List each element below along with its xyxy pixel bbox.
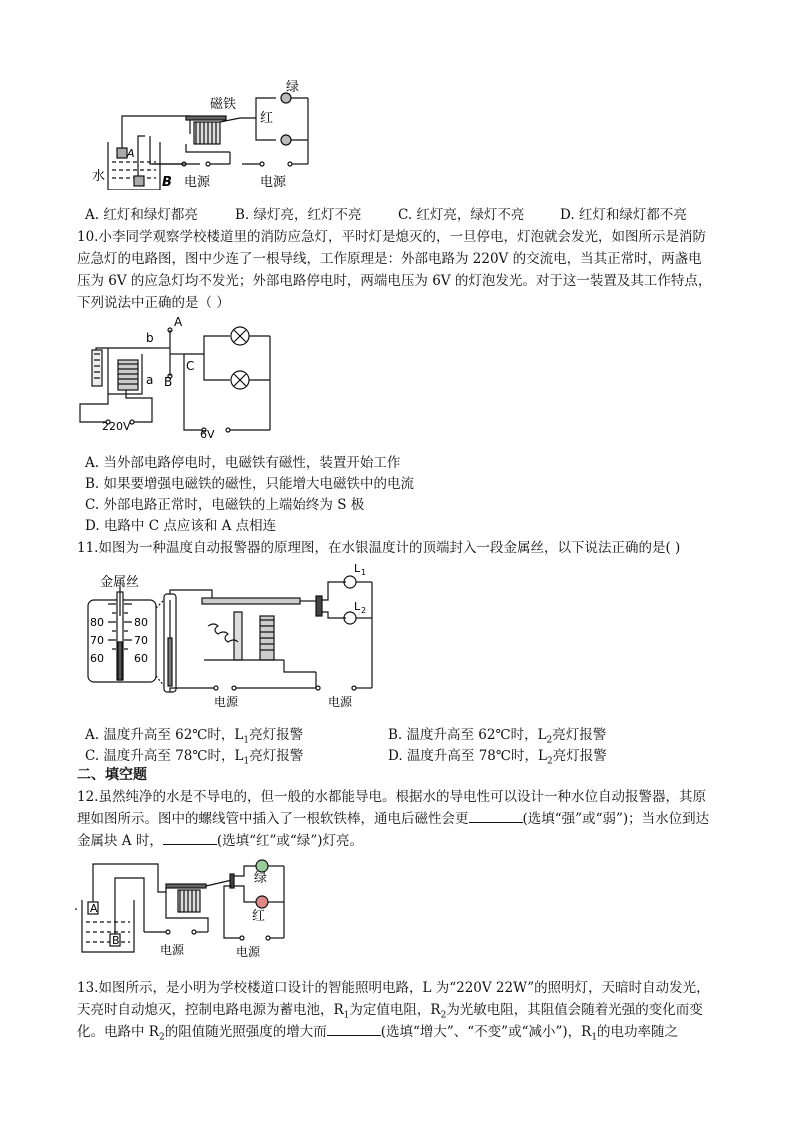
q10-option-c[interactable]: C. 外部电路正常时，电磁铁的上端始终为 S 极 — [85, 497, 365, 513]
label-a: A — [90, 902, 98, 915]
q11-option-c[interactable]: C. 温度升高至 78℃时，$L_1$亮灯报警 — [85, 748, 304, 767]
q9-option-b[interactable]: B. 绿灯亮，红灯不亮 — [235, 207, 362, 223]
q10-text-1: 10.小李同学观察学校楼道里的消防应急灯，平时灯是熄灭的，一旦停电，灯泡就会发光，如图所示是消防 — [77, 229, 706, 245]
q9-option-a[interactable]: A. 红灯和绿灯都亮 — [85, 207, 198, 223]
q9-figure — [90, 78, 320, 190]
label-220v: 220V — [102, 420, 131, 433]
q9-metal-a — [117, 148, 127, 158]
label-t60-right: 60 — [134, 652, 148, 665]
q10-figure — [72, 314, 282, 440]
label-power-1: 电源 — [160, 943, 185, 957]
label-b-small: b — [146, 331, 154, 345]
section-title-fill-in: 二、填空题 — [77, 767, 147, 783]
label-l2-sub: 2 — [361, 606, 367, 615]
q11-option-b[interactable]: B. 温度升高至 62℃时，$L_2$亮灯报警 — [388, 727, 607, 746]
label-a-small: a — [146, 373, 154, 387]
label-t80-right: 80 — [134, 616, 148, 629]
label-l1: L — [354, 562, 361, 575]
q10-option-d[interactable]: D. 电路中 C 点应该和 A 点相连 — [85, 518, 277, 534]
label-point-c: C — [186, 359, 195, 373]
label-red: 红 — [260, 111, 274, 126]
q13-text-1: 13.如图所示，是小明为学校楼道口设计的智能照明电路，L 为“220V 22W”的照明灯，天暗时自动发光， — [77, 980, 710, 996]
q12-blank-2[interactable] — [163, 832, 217, 845]
q13-blank-1[interactable] — [327, 1023, 381, 1036]
label-green: 绿 — [254, 871, 268, 886]
label-magnet: 磁铁 — [210, 97, 237, 112]
q9-option-c[interactable]: C. 红灯亮，绿灯不亮 — [398, 207, 525, 223]
q12-text-1: 12.虽然纯净的水是不导电的，但一般的水都能导电。根据水的导电性可以设计一种水位自动报警器，其原 — [77, 789, 706, 805]
label-6v: 6V — [200, 428, 215, 440]
q13-text-2: 天亮时自动熄灭，控制电路电源为蓄电池，$R_1$为定值电阻，$R_2$为光敏电阻，其阻值会随着光强的变化而变 — [77, 1002, 703, 1021]
label-a: A — [127, 147, 135, 160]
label-t60-left: 60 — [90, 652, 104, 665]
label-metal-wire: 金属丝 — [100, 575, 140, 590]
q9-option-d[interactable]: D. 红灯和绿灯都不亮 — [560, 207, 687, 223]
label-power-2: 电源 — [236, 945, 261, 959]
label-power-2: 电源 — [328, 695, 353, 709]
q10-option-a[interactable]: A. 当外部电路停电时，电磁铁有磁性，装置开始工作 — [85, 455, 401, 471]
label-power-1: 电源 — [184, 175, 211, 190]
label-power-1: 电源 — [214, 695, 239, 709]
label-t80-left: 80 — [90, 616, 104, 629]
label-water: 水 — [92, 169, 106, 184]
q10-text-3: 压为 6V 的应急灯均不发光；外部电路停电时，两端电压为 6V 的灯泡发光。对于这一装置及其工作特点， — [77, 273, 712, 289]
q10-option-b[interactable]: B. 如果要增强电磁铁的磁性，只能增大电磁铁中的电流 — [85, 476, 415, 492]
label-b: B — [162, 175, 172, 190]
q12-dot: . — [74, 899, 79, 914]
label-t70-left: 70 — [90, 634, 104, 647]
label-point-a: A — [174, 315, 183, 329]
q11-text: 11.如图为一种温度自动报警器的原理图，在水银温度计的顶端封入一段金属丝，以下说法正确的是( ) — [77, 540, 681, 556]
label-point-b: B — [164, 375, 173, 389]
q13-text-3: 化。电路中 $R_2$的阻值随光照强度的增大而 (选填“增大”、“不变”或“减小”)，$R_1$的电功率随之 — [77, 1024, 679, 1043]
label-l2: L — [354, 600, 361, 613]
q12-blank-1[interactable] — [469, 810, 523, 823]
q11-option-a[interactable]: A. 温度升高至 62℃时，$L_1$亮灯报警 — [85, 727, 304, 746]
q12-text-3: 金属块 A 时， (选填“红”或“绿”)灯亮。 — [77, 833, 363, 849]
label-t70-right: 70 — [134, 634, 148, 647]
q10-text-4: 下列说法中正确的是（ ） — [77, 295, 230, 311]
q12-figure — [74, 852, 294, 964]
q11-option-d[interactable]: D. 温度升高至 78℃时，$L_2$亮灯报警 — [388, 748, 607, 767]
q10-text-2: 应急灯的电路图，图中少连了一根导线，工作原理是：外部电路为 220V 的交流电，当其正常时，两盏电 — [77, 251, 702, 267]
label-red: 红 — [252, 909, 266, 924]
label-green: 绿 — [286, 80, 300, 95]
label-l1-sub: 1 — [361, 568, 367, 577]
label-b: B — [112, 934, 120, 947]
label-power-2: 电源 — [260, 175, 287, 190]
q11-figure — [84, 560, 380, 712]
q12-text-2: 理如图所示。图中的螺线管中插入了一根软铁棒，通电后磁性会更 (选填“强”或“弱”)；当水位到达 — [77, 811, 710, 827]
q9-metal-b — [134, 176, 144, 186]
